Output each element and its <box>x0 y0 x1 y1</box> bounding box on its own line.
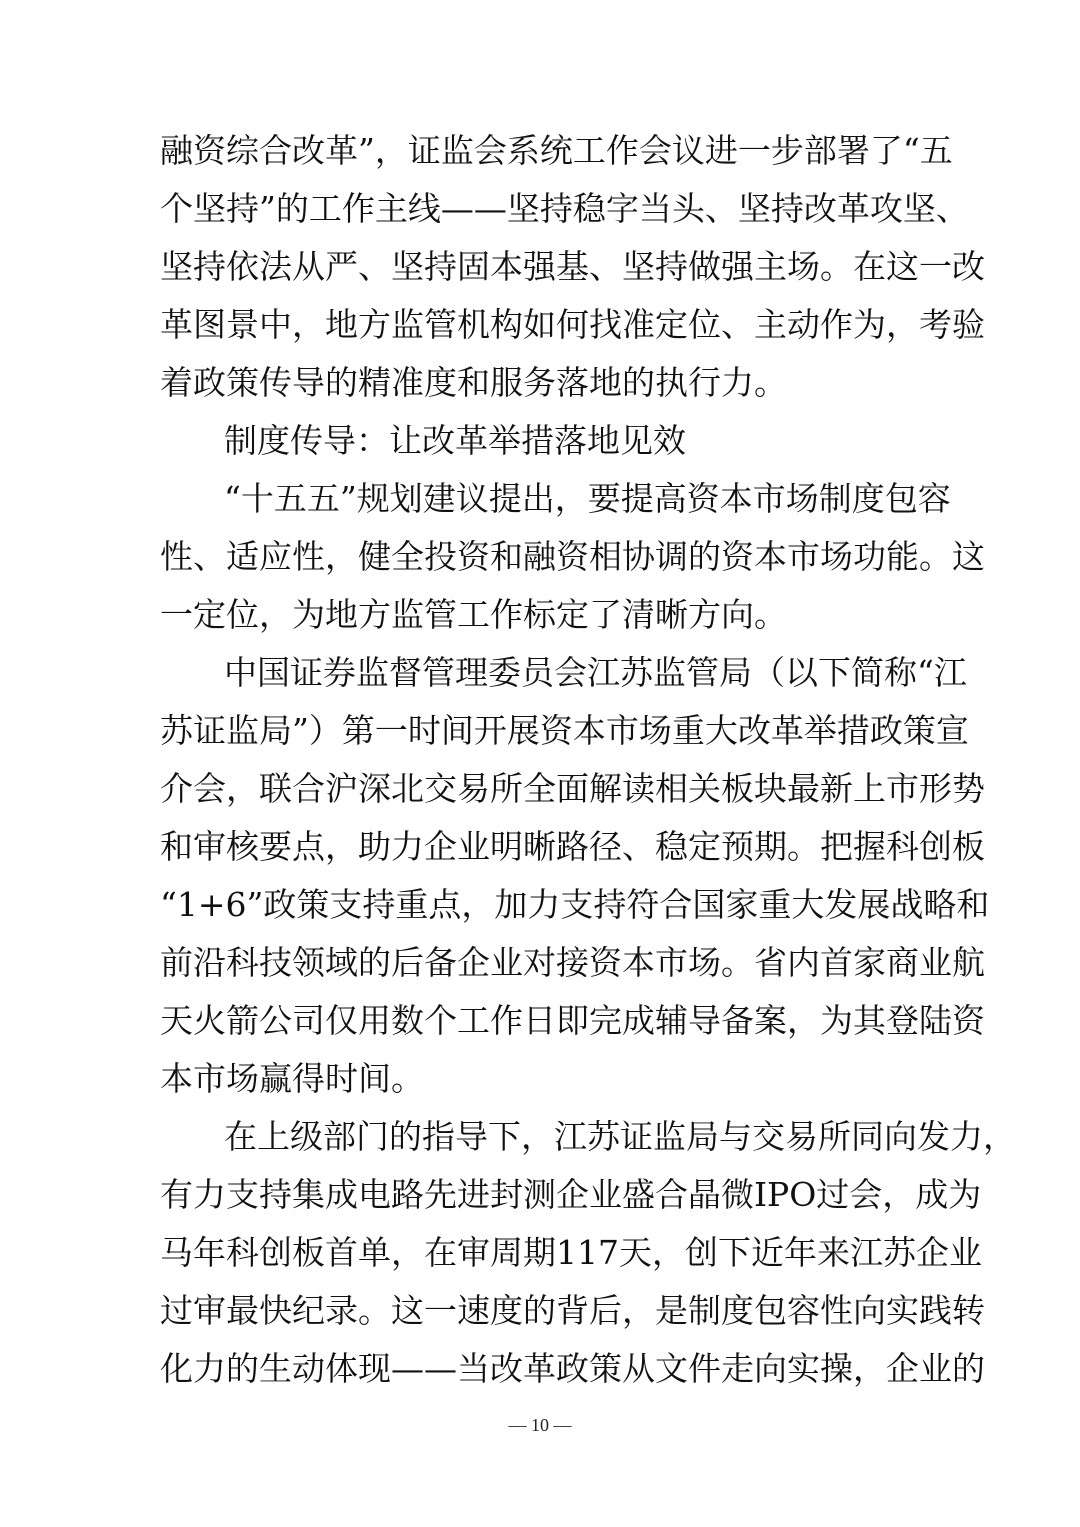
text-line: 在上级部门的指导下，江苏证监局与交易所同向发力， <box>224 1117 1016 1156</box>
text-line: 和审核要点，助力企业明晰路径、稳定预期。把握科创板 <box>160 827 985 866</box>
text-line: 革图景中，地方监管机构如何找准定位、主动作为，考验 <box>160 305 985 344</box>
text-line: 前沿科技领域的后备企业对接资本市场。省内首家商业航 <box>160 943 985 982</box>
text-line: 过审最快纪录。这一速度的背后，是制度包容性向实践转 <box>160 1291 985 1330</box>
text-line: 性、适应性，健全投资和融资相协调的资本市场功能。这 <box>160 537 985 576</box>
text-line: 天火箭公司仅用数个工作日即完成辅导备案，为其登陆资 <box>160 1001 985 1040</box>
text-line: 融资综合改革”，证监会系统工作会议进一步部署了“五 <box>160 131 953 170</box>
text-line: 化力的生动体现——当改革政策从文件走向实操，企业的 <box>160 1349 985 1388</box>
text-line: 马年科创板首单，在审周期117天，创下近年来江苏企业 <box>160 1233 982 1272</box>
body-text <box>160 122 1016 1398</box>
text-line: “1+6”政策支持重点，加力支持符合国家重大发展战略和 <box>160 885 990 924</box>
text-line: 着政策传导的精准度和服务落地的执行力。 <box>160 363 787 402</box>
text-line: 坚持依法从严、坚持固本强基、坚持做强主场。在这一改 <box>160 247 985 286</box>
text-line: 个坚持”的工作主线——坚持稳字当头、坚持改革攻坚、 <box>160 189 969 228</box>
text-line: 本市场赢得时间。 <box>160 1059 424 1098</box>
text-line: 苏证监局”）第一时间开展资本市场重大改革举措政策宣 <box>160 711 969 750</box>
text-line: 中国证券监督管理委员会江苏监管局（以下简称“江 <box>224 653 967 692</box>
text-line: 介会，联合沪深北交易所全面解读相关板块最新上市形势 <box>160 769 985 808</box>
section-heading: 制度传导：让改革举措落地见效 <box>224 421 686 460</box>
page-number: — 10 — <box>508 1415 572 1435</box>
text-line: 有力支持集成电路先进封测企业盛合晶微IPO过会，成为 <box>160 1175 982 1214</box>
text-line: 一定位，为地方监管工作标定了清晰方向。 <box>160 595 787 634</box>
text-line: “十五五”规划建议提出，要提高资本市场制度包容 <box>224 479 951 518</box>
